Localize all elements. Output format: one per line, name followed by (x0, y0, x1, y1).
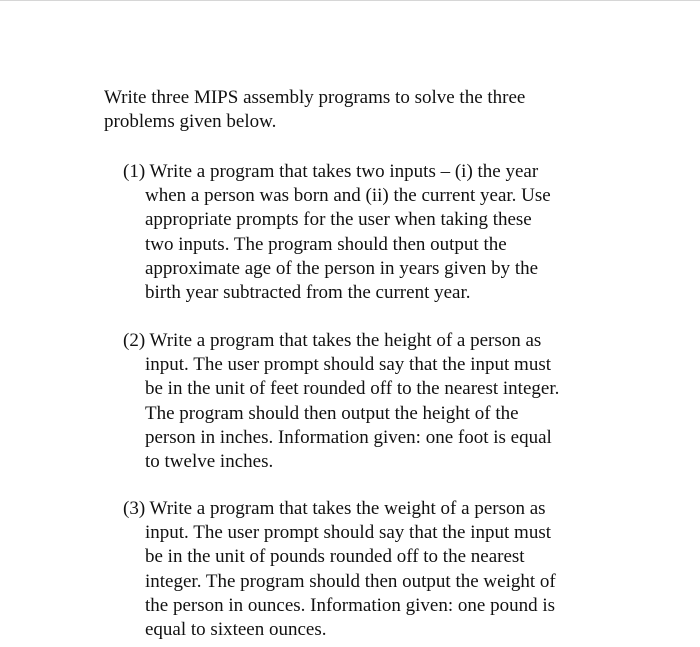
problem-2-line: The program should then output the height of the (145, 402, 519, 424)
problem-3-line: (3) Write a program that takes the weight of a person as (123, 498, 546, 519)
problem-3-line: be in the unit of pounds rounded off to the nearest (145, 546, 525, 568)
problem-2-line: person in inches. Information given: one foot is equal (145, 426, 552, 448)
problem-2-line: (2) Write a program that takes the height of a person as (123, 330, 542, 351)
problem-1-line: when a person was born and (ii) the current year. Use (145, 185, 551, 207)
problem-1-line: (1) Write a program that takes two inputs – (i) the year (123, 161, 539, 182)
problem-2 (123, 329, 613, 474)
problem-1-line: birth year subtracted from the current year. (145, 282, 471, 304)
intro-line: problems given below. (104, 111, 277, 132)
problem-2-line: to twelve inches. (145, 451, 274, 473)
problem-3-line: the person in ounces. Information given: one pound is (145, 594, 556, 616)
problem-3-line: input. The user prompt should say that the input must (145, 522, 552, 544)
problem-1-line: approximate age of the person in years given by the (145, 257, 539, 279)
problem-3-line: equal to sixteen ounces. (145, 619, 327, 641)
intro-paragraph (104, 86, 604, 134)
intro-line: Write three MIPS assembly programs to solve the three (104, 87, 526, 108)
problem-3 (123, 497, 613, 642)
problem-1-line: two inputs. The program should then output the (145, 233, 507, 255)
problem-1 (123, 160, 613, 305)
problem-1-line: appropriate prompts for the user when taking these (145, 209, 532, 231)
problem-3-line: integer. The program should then output the weight of (145, 570, 556, 592)
problem-2-line: input. The user prompt should say that the input must (145, 354, 552, 376)
problem-2-line: be in the unit of feet rounded off to the nearest integer. (145, 378, 560, 400)
